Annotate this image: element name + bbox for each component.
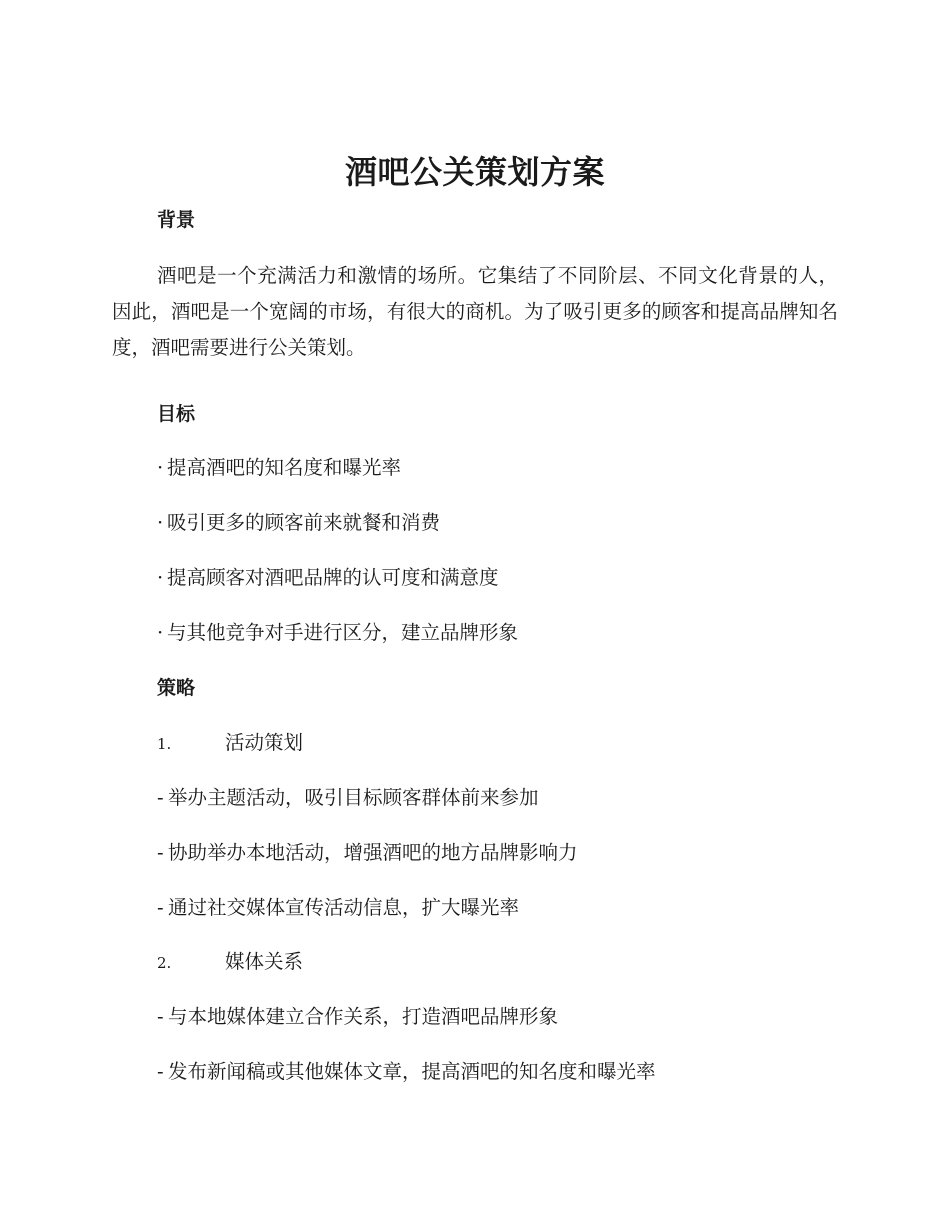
strategy-item bbox=[157, 839, 578, 867]
heading-strategy: 策略 bbox=[157, 677, 196, 699]
goal-item-text: 提高顾客对酒吧品牌的认可度和满意度 bbox=[167, 566, 499, 589]
goal-item bbox=[157, 454, 401, 482]
document-title: 酒吧公关策划方案 bbox=[344, 153, 605, 191]
strategy-item bbox=[157, 784, 539, 812]
strategy-item bbox=[157, 1003, 558, 1031]
goal-item bbox=[157, 619, 518, 647]
goal-item bbox=[157, 564, 499, 592]
strategy-item-text: 与本地媒体建立合作关系，打造酒吧品牌形象 bbox=[168, 1005, 559, 1028]
bullet-icon: · bbox=[157, 511, 164, 534]
heading-goals: 目标 bbox=[157, 403, 196, 425]
bullet-icon: · bbox=[157, 456, 164, 479]
goal-item bbox=[157, 509, 440, 537]
strategy-section-title bbox=[157, 729, 303, 758]
section-title-text: 媒体关系 bbox=[225, 950, 304, 973]
strategy-item-text: 发布新闻稿或其他媒体文章，提高酒吧的知名度和曝光率 bbox=[168, 1060, 656, 1083]
goal-item-text: 与其他竞争对手进行区分，建立品牌形象 bbox=[167, 621, 519, 644]
dash-icon: - bbox=[157, 1005, 164, 1028]
goal-item-text: 提高酒吧的知名度和曝光率 bbox=[167, 456, 402, 479]
dash-icon: - bbox=[157, 841, 164, 864]
goal-item-text: 吸引更多的顾客前来就餐和消费 bbox=[167, 511, 441, 534]
strategy-item-text: 通过社交媒体宣传活动信息，扩大曝光率 bbox=[168, 896, 520, 919]
dash-icon: - bbox=[157, 1060, 164, 1083]
bullet-icon: · bbox=[157, 621, 164, 644]
background-paragraph: 酒吧是一个充满活力和激情的场所。它集结了不同阶层、不同文化背景的人，因此，酒吧是一个宽阔的市场，有很大的商机。为了吸引更多的顾客和提高品牌知名度，酒吧需要进行公关策划。 bbox=[112, 264, 838, 359]
strategy-item-text: 举办主题活动，吸引目标顾客群体前来参加 bbox=[168, 786, 539, 809]
dash-icon: - bbox=[157, 896, 164, 919]
section-number: 1. bbox=[157, 735, 172, 753]
strategy-item bbox=[157, 894, 519, 922]
section-number: 2. bbox=[157, 954, 172, 972]
bullet-icon: · bbox=[157, 566, 164, 589]
strategy-item-text: 协助举办本地活动，增强酒吧的地方品牌影响力 bbox=[168, 841, 578, 864]
strategy-item bbox=[157, 1058, 656, 1086]
strategy-section-title bbox=[157, 948, 303, 977]
heading-background: 背景 bbox=[157, 209, 196, 231]
section-title-text: 活动策划 bbox=[225, 731, 304, 754]
dash-icon: - bbox=[157, 786, 164, 809]
